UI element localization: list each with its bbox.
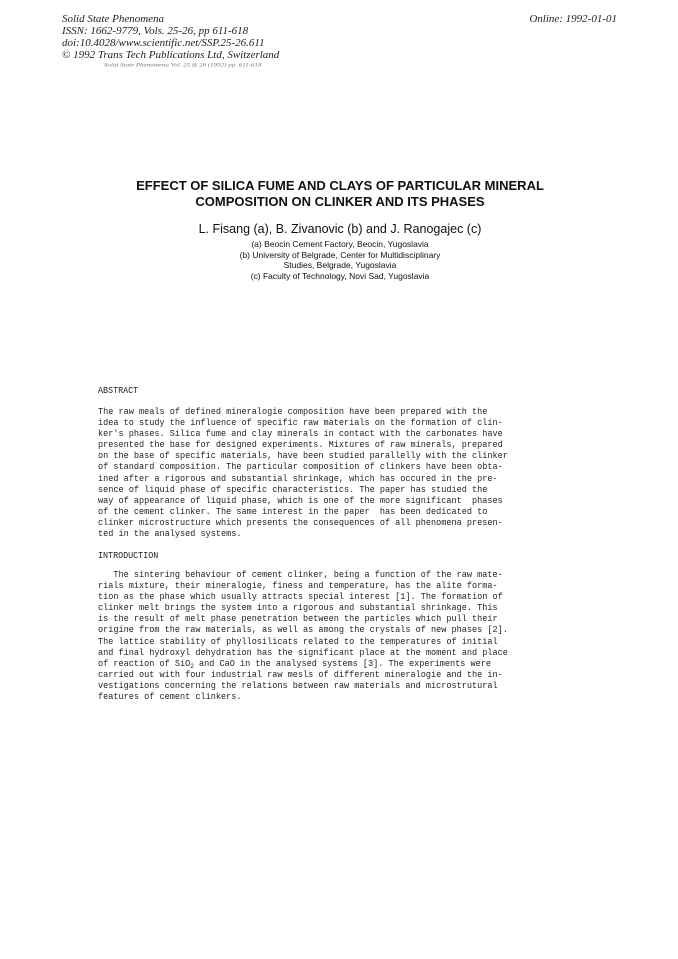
- title-line-1: EFFECT OF SILICA FUME AND CLAYS OF PARTICULAR MINERAL: [136, 178, 544, 193]
- formula-prefix: of reaction of SiO: [98, 657, 191, 669]
- abstract-line: of the cement clinker. The same interest in the paper has been dedicated to: [98, 505, 488, 517]
- affiliations: [60, 239, 620, 281]
- journal-name: Solid State Phenomena: [62, 13, 165, 25]
- subscript-2: 2: [190, 662, 194, 671]
- intro-line: The lattice stability of phyllosilicats related to the temperatures of initial: [98, 635, 498, 647]
- intro-line-with-formula: [98, 658, 596, 669]
- abstract-line: sence of liquid phase of specific characteristics. The paper has studied the: [98, 483, 488, 495]
- affiliation-b-cont: Studies, Belgrade, Yugoslavia: [283, 260, 397, 270]
- title-line-2: COMPOSITION ON CLINKER AND ITS PHASES: [195, 194, 485, 209]
- affiliation-a: (a) Beocin Cement Factory, Beocin, Yugoslavia: [251, 239, 429, 249]
- abstract-line: ted in the analysed systems.: [98, 528, 242, 540]
- intro-line: The sintering behaviour of cement clinker, being a function of the raw mate-: [98, 569, 503, 580]
- paper-title: [60, 178, 620, 210]
- abstract-line: way of appearance of liquid phase, which is one of the more significant phases: [98, 494, 503, 506]
- faded-running-head: Solid State Phenomena Vol. 25 & 26 (1992) pp. 611-618: [104, 61, 262, 68]
- affiliation-b: (b) University of Belgrade, Center for Multidisciplinary: [239, 249, 441, 260]
- intro-line: and final hydroxyl dehydration has the significant place at the moment and place: [98, 646, 508, 658]
- abstract-line: presented the base for designed experiments. Mixtures of raw minerals, prepared: [98, 439, 503, 451]
- abstract-line: The raw meals of defined mineralogie composition have been prepared with the: [98, 406, 488, 417]
- abstract-line: clinker microstructure which presents the consequences of all phenomena presen-: [98, 516, 503, 528]
- formula-suffix: and CaO in the analysed systems [3]. The experiments were: [193, 657, 492, 669]
- abstract-line: of standard composition. The particular composition of clinkers have been obta-: [98, 461, 503, 473]
- intro-line: carried out with four industrial raw mesls of different mineralogie and the in-: [98, 668, 503, 680]
- doi-line: doi:10.4028/www.scientific.net/SSP.25-26.611: [62, 37, 265, 49]
- journal-header: [62, 13, 279, 61]
- affiliation-c: (c) Faculty of Technology, Novi Sad, Yugoslavia: [250, 270, 430, 281]
- copyright-line: © 1992 Trans Tech Publications Ltd, Switzerland: [62, 49, 280, 61]
- abstract-heading: ABSTRACT: [98, 386, 139, 396]
- abstract-line: on the base of specific materials, have been studied parallelly with the clinker: [98, 450, 508, 462]
- intro-line: rials mixture, their mineralogie, finess and temperature, has the alite forma-: [98, 580, 498, 592]
- intro-line: is the result of melt phase penetration between the particles which pull their: [98, 613, 498, 625]
- introduction-body: [98, 569, 658, 702]
- intro-line: vestigations concerning the relations between raw materials and microstrutural: [98, 679, 498, 691]
- authors: L. Fisang (a), B. Zivanovic (b) and J. Ranogajec (c): [198, 222, 482, 236]
- online-date: Online: 1992-01-01: [529, 13, 617, 25]
- introduction-heading: INTRODUCTION: [98, 551, 159, 561]
- abstract-line: ined after a rigorous and substantial shrinkage, which has occured in the pre-: [98, 472, 498, 484]
- intro-line: origine from the raw materials, as well as among the crystals of new phases [2].: [98, 624, 508, 636]
- abstract-line: ker's phases. Silica fume and clay minerals in contact with the carbonates have: [98, 428, 503, 440]
- intro-line: tion as the phase which usually attracts special interest [1]. The formation of: [98, 591, 503, 603]
- abstract-body: [98, 406, 658, 539]
- intro-line: clinker melt brings the system into a rigorous and substantial shrinkage. This: [98, 602, 498, 614]
- abstract-line: idea to study the influence of specific raw materials on the formation of clin-: [98, 417, 503, 429]
- issn-line: ISSN: 1662-9779, Vols. 25-26, pp 611-618: [62, 25, 249, 37]
- intro-line: features of cement clinkers.: [98, 691, 242, 703]
